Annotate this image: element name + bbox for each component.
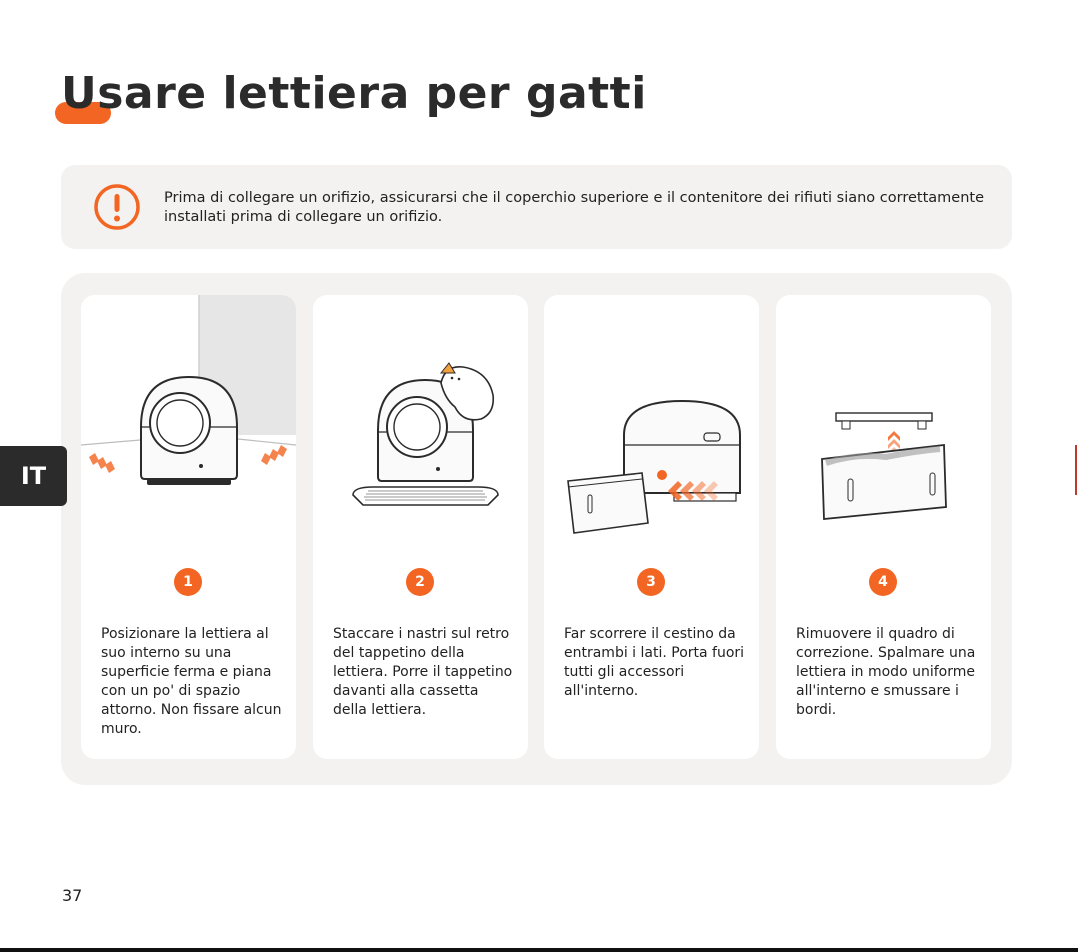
step-description: Rimuovere il quadro di correzione. Spalmare una lettiera in modo uniforme all'interno e smussare i bordi.	[796, 626, 976, 718]
step-number-badge: 1	[174, 568, 202, 596]
correction-frame-illustration	[776, 295, 991, 555]
step-card-3	[544, 295, 759, 759]
step-number-badge: 3	[637, 568, 665, 596]
step-card-1	[81, 295, 296, 759]
step-card-4	[776, 295, 991, 759]
language-tab: IT	[0, 446, 67, 506]
edge-marker	[1075, 445, 1077, 495]
step-number-badge: 4	[869, 568, 897, 596]
waste-drawer-illustration	[544, 295, 759, 555]
steps-panel	[61, 273, 1012, 785]
step-description: Far scorrere il cestino da entrambi i lati. Porta fuori tutti gli accessori all'interno.	[564, 626, 745, 699]
page-title: Usare lettiera per gatti	[61, 68, 647, 119]
step-description: Staccare i nastri sul retro del tappetino della lettiera. Porre il tappetino davanti alla cassetta della lettiera.	[333, 626, 513, 718]
step-description: Posizionare la lettiera al suo interno su una superficie ferma e piana con un po' di spazio attorno. Non fissare alcun muro.	[101, 626, 282, 737]
step-number-badge: 2	[406, 568, 434, 596]
notice-text: Prima di collegare un orifizio, assicurarsi che il coperchio superiore e il contenitore dei rifiuti siano correttamente installati prima di collegare un orifizio.	[164, 190, 985, 225]
exclamation-circle-icon	[93, 183, 141, 231]
notice-box	[61, 165, 1012, 249]
page-number: 37	[62, 886, 83, 905]
litter-box-corner-illustration	[81, 295, 296, 555]
litter-box-mat-cat-illustration	[313, 295, 528, 555]
step-card-2	[313, 295, 528, 759]
bottom-rule	[0, 948, 1078, 952]
